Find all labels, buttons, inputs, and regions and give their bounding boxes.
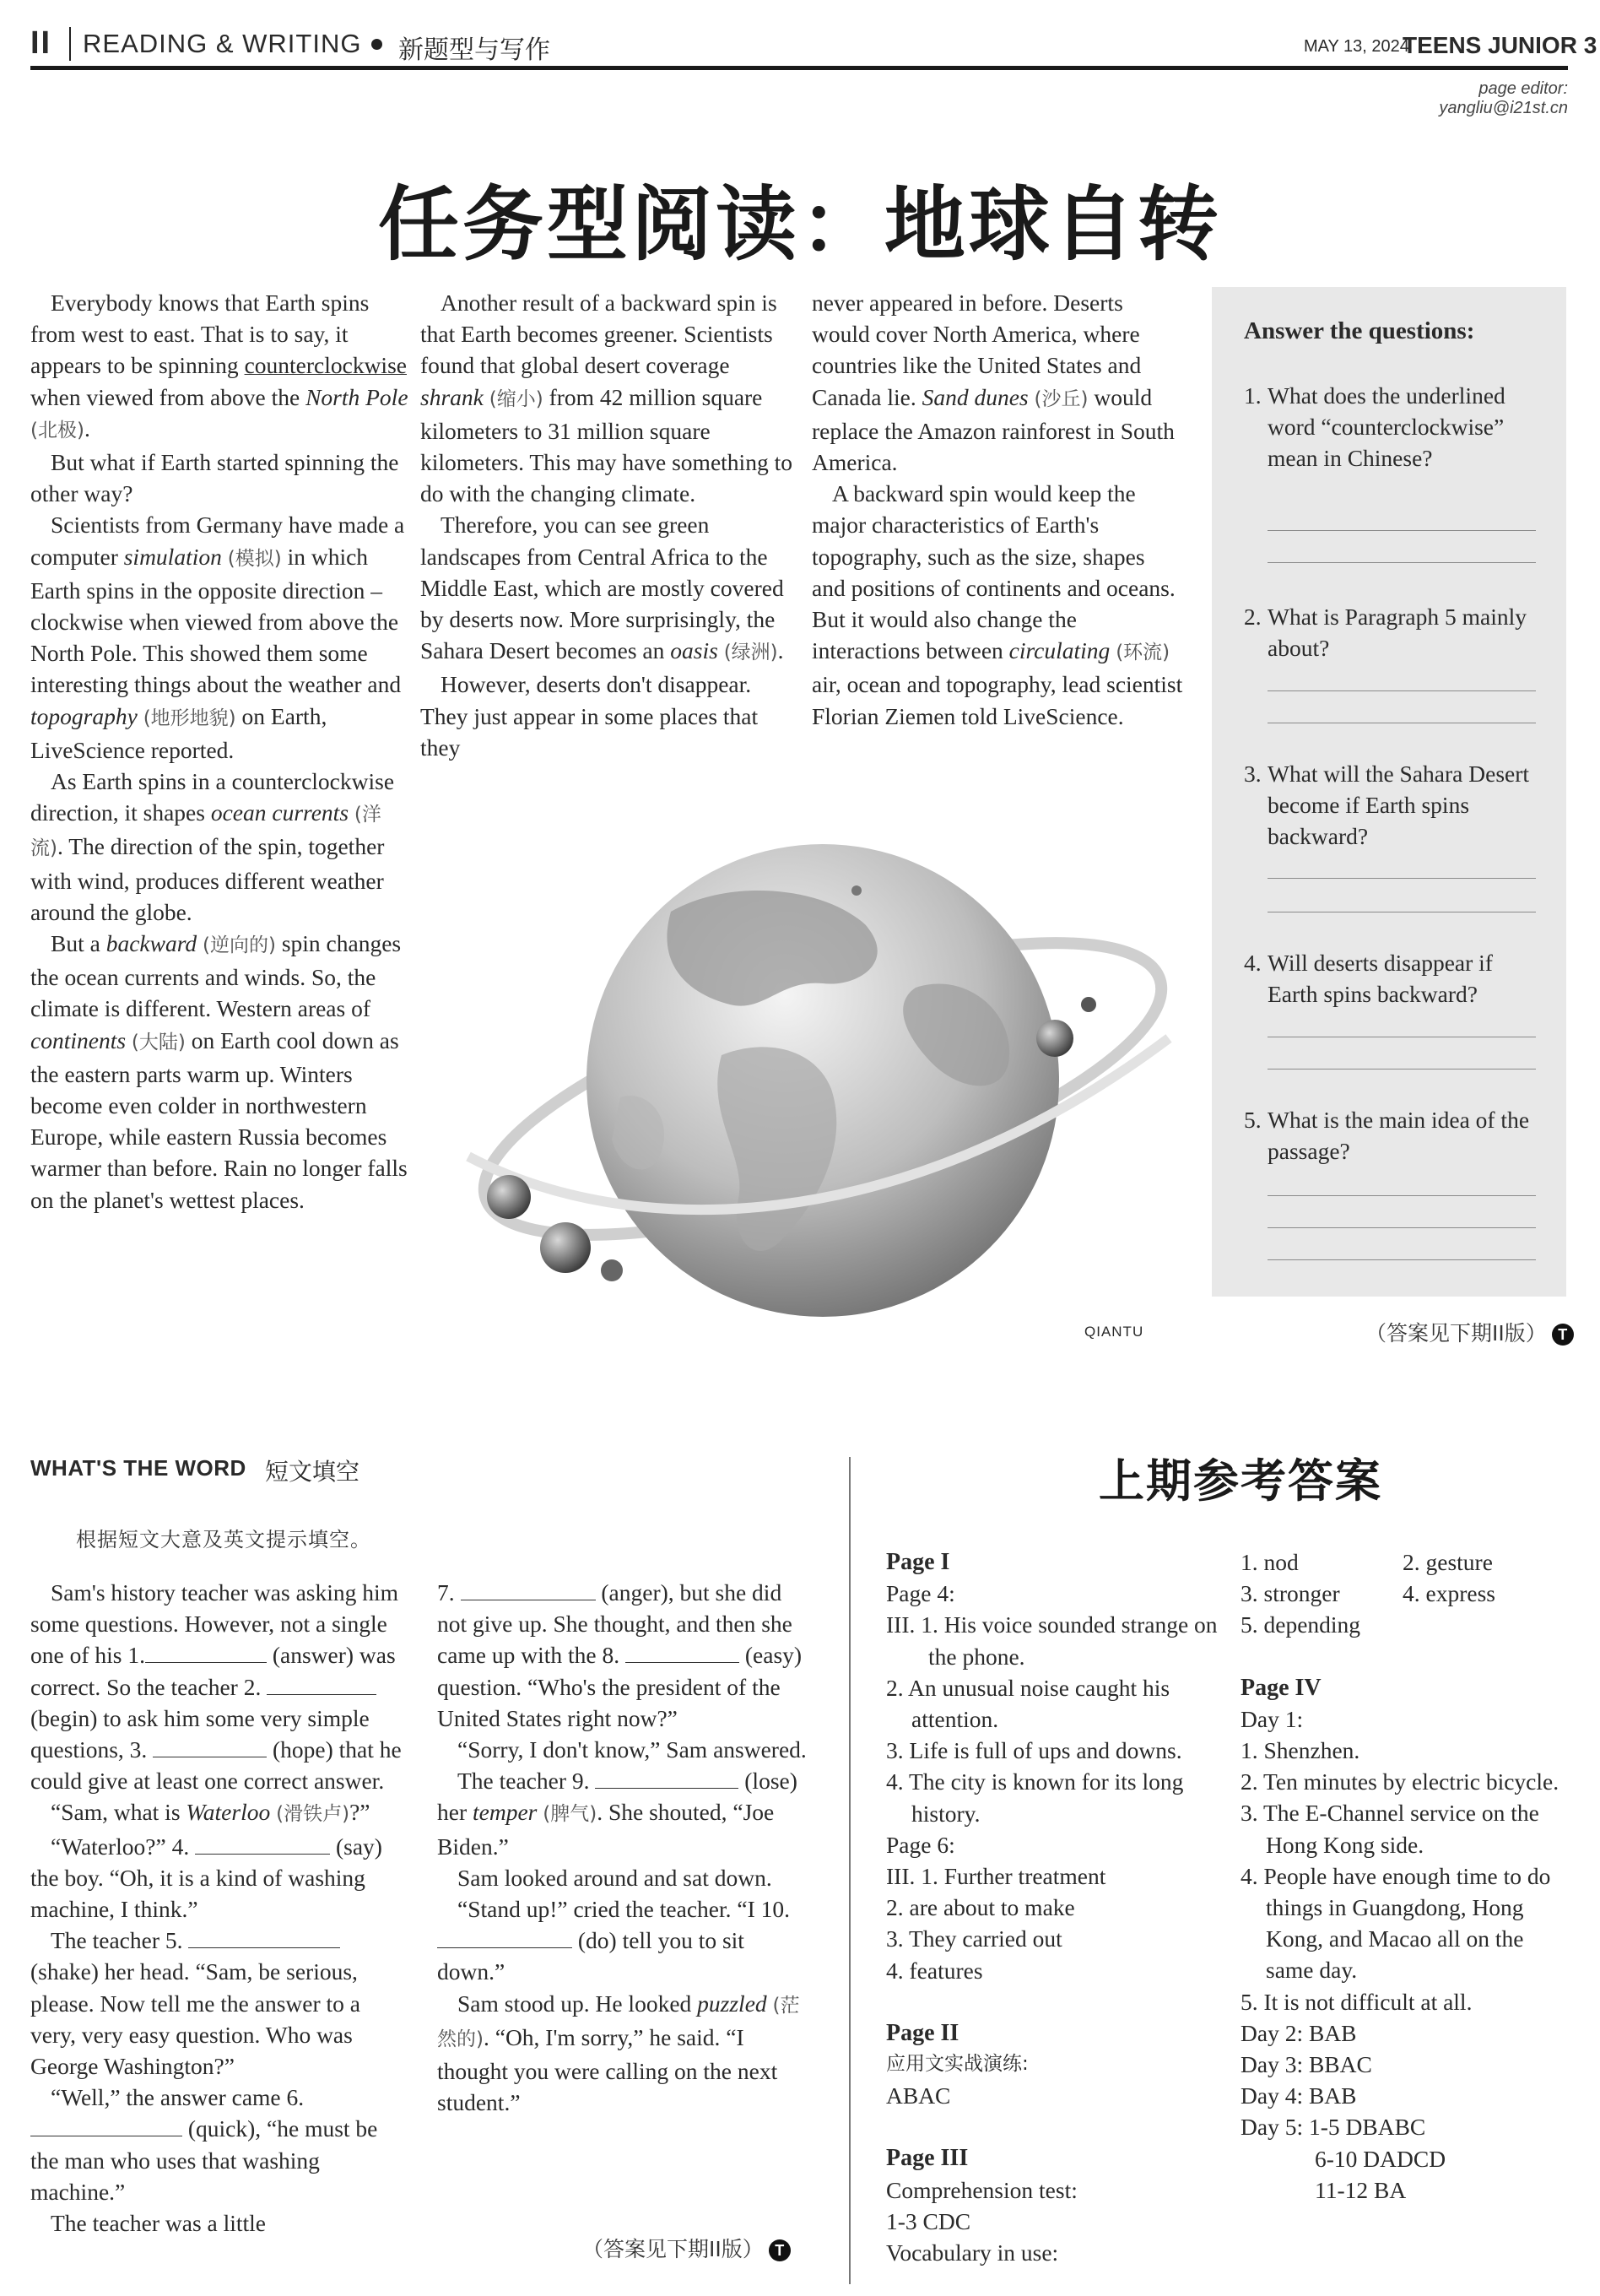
cloze-paragraph: The teacher 5. (shake) her head. “Sam, be serious, please. Now tell me the answer to a very, very easy question. Who was George Washington?”	[30, 1927, 360, 2080]
header-separator	[69, 27, 71, 61]
issue-date: MAY 13, 2024	[1304, 37, 1409, 56]
answer-item: Day 3: BBAC	[1241, 2051, 1372, 2078]
blank-4[interactable]	[195, 1833, 330, 1855]
teens-logo-icon: T	[769, 2239, 791, 2261]
blank-9[interactable]	[595, 1768, 738, 1789]
cloze-column-2	[437, 1577, 813, 2118]
article-paragraph: Everybody knows that Earth spins from west to east. That is to say, it appears to be spinning counterclockwise when viewed from above the North Pole (北极).	[30, 290, 408, 441]
answer-item: 11-12 BA	[1315, 2176, 1407, 2203]
section-title: READING & WRITING	[83, 29, 362, 58]
answer-heading: Page II	[886, 2019, 959, 2046]
article-column-1	[30, 287, 410, 1216]
answer-item: 3. Life is full of ups and downs.	[886, 1737, 1182, 1764]
answer-item: III. 1. His voice sounded strange on the phone.	[886, 1611, 1218, 1670]
answer-item: 1. Shenzhen.	[1241, 1737, 1360, 1764]
questions-heading: Answer the questions:	[1244, 317, 1475, 344]
article-paragraph: But a backward (逆向的) spin changes the ocean currents and winds. So, the climate is different. Western areas of continents (大陆) on Earth cool down as the eastern parts warm up. Winters become even colder in northwestern Europe, while eastern Russia becomes warmer than before. Rain no longer falls on the planet's wettest places.	[30, 930, 408, 1213]
answer-line[interactable]	[1268, 878, 1536, 879]
article-column-3	[812, 287, 1183, 732]
section-heading: WHAT'S THE WORD	[30, 1455, 246, 1481]
answer-item: 3. stronger	[1241, 1580, 1340, 1607]
answer-heading: Page IV	[1241, 1674, 1322, 1701]
teens-logo-icon: T	[1552, 1324, 1574, 1346]
answer-line[interactable]	[1268, 562, 1536, 563]
answer-subheading: Page 4:	[886, 1580, 955, 1607]
page-number: II	[30, 25, 52, 61]
page-editor: page editor: yangliu@i21st.cn	[1439, 79, 1568, 117]
question-item: 5. What is the main idea of the passage?	[1244, 1107, 1530, 1165]
article-paragraph: As Earth spins in a counterclockwise direction, it shapes ocean currents (洋流). The direction of the spin, together with wind, produces different weather around the globe.	[30, 768, 395, 925]
article-paragraph: A backward spin would keep the major characteristics of Earth's topography, such as the size, shapes and positions of continents and oceans. But it would also change the interactions between circulating (环流) air, ocean and topography, lead scientist Florian Ziemen told LiveScience.	[812, 480, 1183, 729]
article-column-2	[420, 287, 796, 763]
cloze-paragraph: Sam looked around and sat down.	[457, 1864, 772, 1891]
cloze-paragraph: 7. (anger), but she did not give up. She thought, and then she came up with the 8. (easy) question. “Who's the president of the United States right now?”	[437, 1579, 803, 1731]
blank-2[interactable]	[267, 1674, 376, 1695]
cloze-paragraph: “Stand up!” cried the teacher. “I 10. (do) tell you to sit down.”	[437, 1896, 790, 1985]
blank-3[interactable]	[153, 1736, 267, 1757]
answer-item: 4. features	[886, 1957, 983, 1984]
answer-item: 6-10 DADCD	[1315, 2145, 1446, 2172]
answer-reference: （答案见下期II版） T	[582, 2233, 791, 2263]
answer-item: 1. nod	[1241, 1549, 1299, 1575]
publication-name: TEENS JUNIOR 3	[1403, 32, 1597, 58]
cloze-paragraph: “Waterloo?” 4. (say) the boy. “Oh, it is a kind of washing machine, I think.”	[30, 1833, 382, 1923]
cloze-paragraph: Sam stood up. He looked puzzled (茫然的). “Oh, I'm sorry,” he said. “I thought you were calling on the next student.”	[437, 1990, 800, 2116]
vocab-answers	[1241, 1546, 1570, 1641]
article-paragraph: However, deserts don't disappear. They just appear in some places that they	[420, 671, 759, 761]
bullet-icon	[371, 39, 382, 50]
answers-column-2	[1241, 1546, 1570, 2206]
answer-item: 1-3 CDC	[886, 2207, 971, 2234]
answer-item: Day 5: 1-5 DBABC	[1241, 2114, 1426, 2141]
answer-item: 3. The E-Channel service on the Hong Kong side.	[1241, 1800, 1539, 1858]
cloze-paragraph: “Well,” the answer came 6. (quick), “he must be the man who uses that washing machine.”	[30, 2084, 378, 2205]
blank-5[interactable]	[188, 1927, 340, 1948]
answer-item: III. 1. Further treatment	[886, 1863, 1106, 1890]
answer-reference: （答案见下期II版） T	[1365, 1317, 1574, 1347]
cloze-paragraph: The teacher 9. (lose) her temper (脾气). She shouted, “Joe Biden.”	[437, 1768, 797, 1860]
answer-item: 5. It is not difficult at all.	[1241, 1988, 1473, 2015]
question-item: 1. What does the underlined word “counterclockwise” mean in Chinese?	[1244, 382, 1505, 472]
answer-item: 4. People have enough time to do things in Guangdong, Hong Kong, and Macao all on the same day.	[1241, 1862, 1551, 1984]
underlined-word: counterclockwise	[244, 352, 407, 379]
answer-item: 2. gesture	[1403, 1549, 1493, 1575]
answer-item: 4. The city is known for its long history.	[886, 1768, 1184, 1827]
answer-line[interactable]	[1268, 530, 1536, 531]
answer-line[interactable]	[1268, 1195, 1536, 1196]
blank-1[interactable]	[145, 1642, 267, 1663]
answers-column-1	[886, 1546, 1241, 2268]
article-paragraph: Another result of a backward spin is that Earth becomes greener. Scientists found that global desert coverage shrank (缩小) from 42 million square kilometers to 31 million square kilometers. This may have something to do with the changing climate.	[420, 290, 792, 507]
answer-subheading: Vocabulary in use:	[886, 2239, 1059, 2266]
cloze-paragraph: “Sam, what is Waterloo (滑铁卢)?”	[51, 1799, 370, 1826]
cloze-paragraph: Sam's history teacher was asking him some questions. However, not a single one of his 1. (answer) was correct. So the teacher 2. (begin) to ask him some very simple questions, 3. (hope) that he could give at least one correct answer.	[30, 1579, 402, 1795]
answer-subheading: Page 6:	[886, 1831, 955, 1858]
answer-item: Day 4: BAB	[1241, 2082, 1357, 2109]
answer-subheading: Day 1:	[1241, 1705, 1304, 1732]
answer-item: ABAC	[886, 2082, 951, 2109]
header-rule	[30, 66, 1568, 70]
blank-6[interactable]	[30, 2115, 182, 2136]
answer-item: 3. They carried out	[886, 1925, 1062, 1952]
answer-line[interactable]	[1268, 1259, 1536, 1260]
answer-item: Day 2: BAB	[1241, 2019, 1357, 2046]
cloze-paragraph: The teacher was a little	[51, 2210, 267, 2237]
answer-subheading: Comprehension test:	[886, 2176, 1078, 2203]
answer-heading: Page I	[886, 1549, 950, 1575]
earth-globe-illustration	[460, 844, 1186, 1317]
blank-10[interactable]	[437, 1927, 572, 1948]
answer-item: 4. express	[1403, 1580, 1495, 1607]
cloze-paragraph: “Sorry, I don't know,” Sam answered.	[457, 1736, 807, 1763]
blank-7[interactable]	[461, 1579, 596, 1600]
column-divider	[849, 1457, 851, 2284]
article-paragraph: Scientists from Germany have made a computer simulation (模拟) in which Earth spins in the opposite direction – clockwise when viewed from above the North Pole. This showed them some interesting things about the weather and topography (地形地貌) on Earth, LiveScience reported.	[30, 512, 405, 763]
answer-item: 5. depending	[1241, 1611, 1361, 1638]
question-item: 2. What is Paragraph 5 mainly about?	[1244, 604, 1527, 662]
answer-item: 2. An unusual noise caught his attention.	[886, 1674, 1170, 1733]
previous-answers-title: 上期参考答案	[1099, 1456, 1382, 1507]
answer-item: 2. are about to make	[886, 1894, 1075, 1921]
image-credit: QIANTU	[1084, 1324, 1144, 1340]
article-paragraph: never appeared in before. Deserts would cover North America, where countries like the United States and Canada lie. Sand dunes (沙丘) would replace the Amazon rainforest in South America.	[812, 290, 1175, 476]
article-paragraph: But what if Earth started spinning the other way?	[30, 449, 399, 507]
answer-subheading: 应用文实战演练:	[886, 2053, 1029, 2076]
section-title-cn: 新题型与写作	[398, 36, 550, 64]
question-item: 4. Will deserts disappear if Earth spins backward?	[1244, 950, 1493, 1008]
instructions: 根据短文大意及英文提示填空。	[76, 1528, 371, 1551]
blank-8[interactable]	[625, 1642, 739, 1663]
answer-line[interactable]	[1268, 1227, 1536, 1228]
page-title: 任务型阅读：地球自转	[378, 180, 1222, 270]
answer-heading: Page III	[886, 2145, 969, 2172]
cloze-column-1	[30, 1577, 402, 2239]
answer-line[interactable]	[1268, 690, 1536, 691]
article-paragraph: Therefore, you can see green landscapes from Central Africa to the Middle East, which are mostly covered by deserts now. More surprisingly, the Sahara Desert becomes an oasis (绿洲).	[420, 512, 784, 664]
answer-item: 2. Ten minutes by electric bicycle.	[1241, 1768, 1559, 1795]
question-item: 3. What will the Sahara Desert become if Earth spins backward?	[1244, 761, 1530, 850]
section-heading-cn: 短文填空	[265, 1459, 360, 1485]
